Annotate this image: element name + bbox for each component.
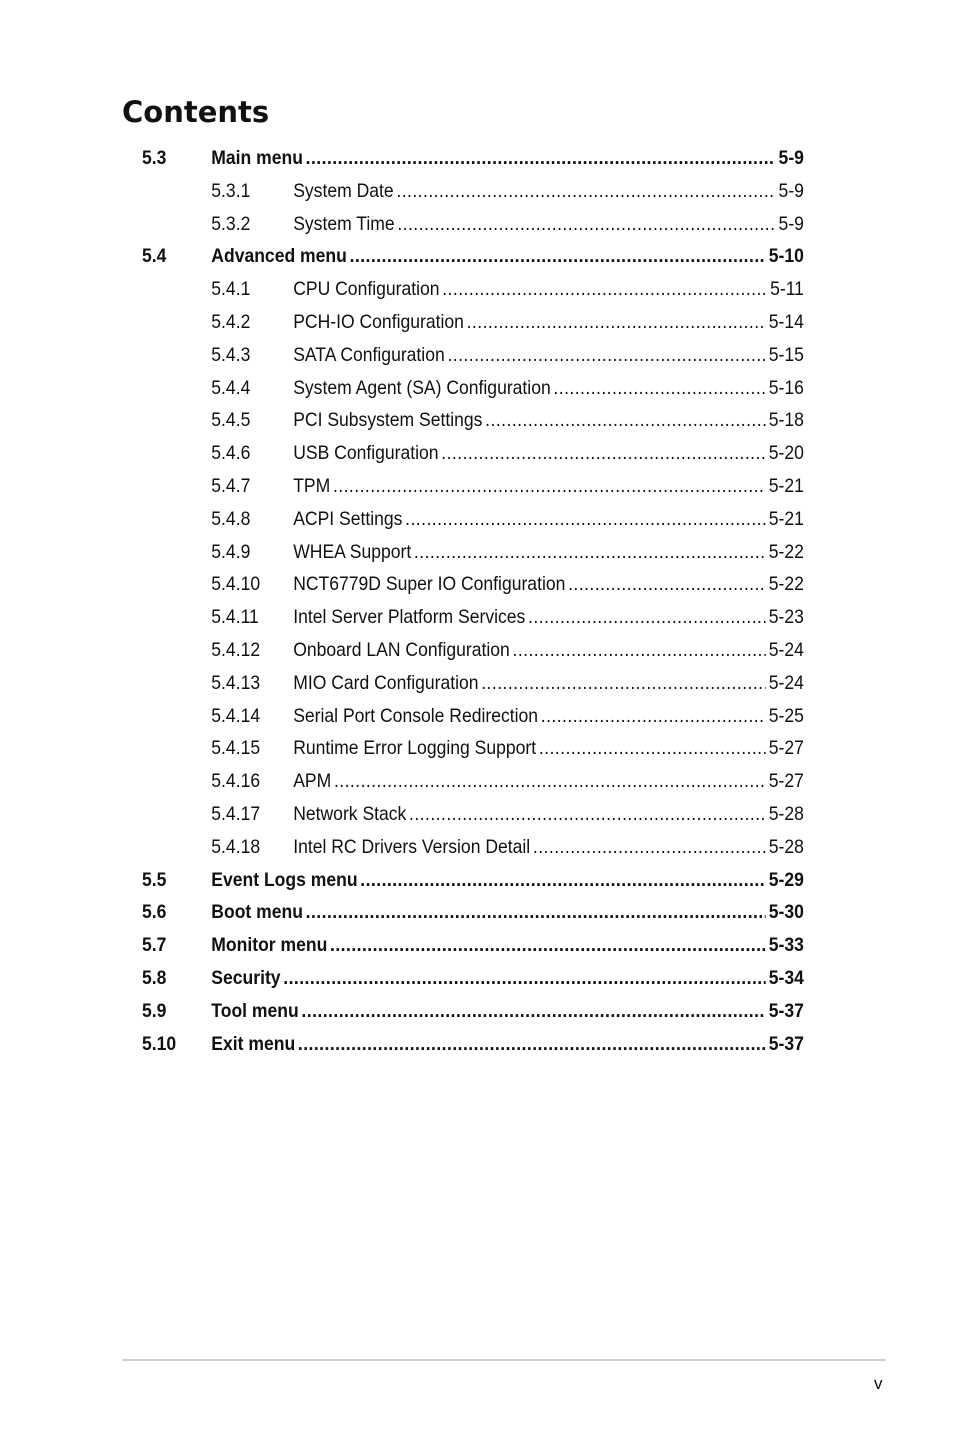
toc-entry-number: 5.4.1 <box>211 278 251 301</box>
toc-entry-number: 5.4.9 <box>211 540 251 563</box>
toc-entry[interactable] <box>142 372 804 405</box>
toc-entry-title: Event Logs menu <box>211 868 358 891</box>
toc-entry-page: 5-28 <box>768 802 804 825</box>
toc-entry-title: Monitor menu <box>211 934 328 957</box>
dot-leader <box>442 273 767 306</box>
dot-leader <box>350 240 767 273</box>
toc-entry-page: 5-9 <box>778 147 804 169</box>
toc-entry-page: 5-33 <box>768 934 804 957</box>
toc-entry[interactable] <box>142 864 804 897</box>
toc-entry-number: 5.4.18 <box>211 835 261 858</box>
toc-entry[interactable] <box>142 404 804 437</box>
toc-entry-page: 5-27 <box>768 770 804 793</box>
toc-entry-number: 5.4 <box>142 245 167 268</box>
table-of-contents <box>142 142 804 1060</box>
toc-entry-number: 5.4.13 <box>211 671 261 694</box>
toc-entry-title: APM <box>293 770 332 793</box>
toc-entry-page: 5-30 <box>768 901 804 924</box>
dot-leader <box>541 700 766 733</box>
toc-entry-number: 5.4.8 <box>211 507 251 530</box>
toc-entry-number: 5.4.17 <box>211 802 261 825</box>
toc-entry[interactable] <box>142 306 804 339</box>
toc-entry-title: ACPI Settings <box>293 507 403 530</box>
dot-leader <box>306 142 776 175</box>
toc-entry-page: 5-34 <box>768 966 804 989</box>
toc-entry-title: Runtime Error Logging Support <box>293 737 537 760</box>
toc-entry[interactable] <box>142 732 804 765</box>
dot-leader <box>330 929 766 962</box>
toc-entry-page: 5-15 <box>768 343 804 366</box>
toc-entry[interactable] <box>142 667 804 700</box>
toc-entry-title: Boot menu <box>211 901 303 924</box>
toc-entry-title: NCT6779D Super IO Configuration <box>293 573 566 596</box>
toc-entry-page: 5-21 <box>768 507 804 530</box>
toc-entry-number: 5.4.10 <box>211 573 261 596</box>
toc-entry-page: 5-10 <box>768 245 804 268</box>
toc-entry-page: 5-25 <box>768 704 804 727</box>
dot-leader <box>568 568 766 601</box>
toc-entry-page: 5-28 <box>768 835 804 858</box>
toc-entry-number: 5.4.2 <box>211 310 251 333</box>
dot-leader <box>409 798 766 831</box>
toc-entry[interactable] <box>142 634 804 667</box>
dot-leader <box>334 765 766 798</box>
dot-leader <box>283 962 766 995</box>
toc-entry-page: 5-21 <box>768 474 804 497</box>
toc-entry-page: 5-24 <box>768 671 804 694</box>
toc-entry-title: Serial Port Console Redirection <box>293 704 539 727</box>
toc-entry[interactable] <box>142 798 804 831</box>
toc-entry[interactable] <box>142 437 804 470</box>
toc-entry-title: Intel RC Drivers Version Detail <box>293 835 531 858</box>
toc-entry[interactable] <box>142 470 804 503</box>
toc-entry-page: 5-22 <box>768 540 804 563</box>
toc-entry-number: 5.3.2 <box>211 212 251 235</box>
toc-entry-title: WHEA Support <box>293 540 412 563</box>
toc-entry[interactable] <box>142 962 804 995</box>
toc-entry-page: 5-37 <box>768 1032 804 1055</box>
toc-entry-number: 5.4.7 <box>211 474 251 497</box>
toc-entry[interactable] <box>142 831 804 864</box>
dot-leader <box>333 470 766 503</box>
toc-entry-page: 5-22 <box>768 573 804 596</box>
toc-entry-number: 5.4.3 <box>211 343 251 366</box>
toc-entry-page: 5-24 <box>768 638 804 661</box>
toc-entry-page: 5-9 <box>778 179 804 202</box>
toc-entry[interactable] <box>142 273 804 306</box>
toc-entry-title: Intel Server Platform Services <box>293 606 526 629</box>
toc-entry-title: System Date <box>293 179 394 202</box>
toc-entry-number: 5.3 <box>142 147 167 169</box>
toc-entry[interactable] <box>142 339 804 372</box>
toc-entry-page: 5-37 <box>768 999 804 1022</box>
toc-entry-title: Tool menu <box>211 999 299 1022</box>
toc-entry-title: System Time <box>293 212 395 235</box>
toc-entry[interactable] <box>142 142 804 175</box>
toc-entry-number: 5.7 <box>142 934 167 957</box>
toc-entry[interactable] <box>142 536 804 569</box>
dot-leader <box>397 208 776 241</box>
page-number: v <box>874 1374 883 1393</box>
toc-entry-number: 5.3.1 <box>211 179 251 202</box>
toc-entry-title: TPM <box>293 474 331 497</box>
toc-entry-number: 5.6 <box>142 901 167 924</box>
toc-entry-page: 5-16 <box>768 376 804 399</box>
toc-entry-title: System Agent (SA) Configuration <box>293 376 551 399</box>
dot-leader <box>512 634 766 667</box>
toc-entry[interactable] <box>142 175 804 208</box>
toc-entry-number: 5.10 <box>142 1032 177 1055</box>
dot-leader <box>298 1028 766 1061</box>
dot-leader <box>467 306 766 339</box>
toc-entry-title: USB Configuration <box>293 442 439 465</box>
dot-leader <box>301 995 766 1028</box>
page-title: Contents <box>122 95 270 129</box>
footer-divider <box>122 1359 886 1361</box>
dot-leader <box>360 864 766 897</box>
toc-entry-page: 5-27 <box>768 737 804 760</box>
toc-entry-title: PCI Subsystem Settings <box>293 409 483 432</box>
toc-entry-number: 5.4.11 <box>211 606 259 629</box>
toc-entry-title: SATA Configuration <box>293 343 445 366</box>
dot-leader <box>553 372 766 405</box>
dot-leader <box>405 503 766 536</box>
toc-entry-page: 5-20 <box>768 442 804 465</box>
toc-entry-page: 5-18 <box>768 409 804 432</box>
toc-entry-title: MIO Card Configuration <box>293 671 479 694</box>
toc-entry-title: Main menu <box>211 147 303 169</box>
toc-entry-title: PCH-IO Configuration <box>293 310 464 333</box>
dot-leader <box>533 831 766 864</box>
dot-leader <box>528 601 766 634</box>
toc-entry[interactable] <box>142 1028 804 1061</box>
toc-entry[interactable] <box>142 700 804 733</box>
dot-leader <box>481 667 766 700</box>
toc-entry-number: 5.4.6 <box>211 442 251 465</box>
toc-entry-page: 5-29 <box>768 868 804 891</box>
toc-entry-number: 5.9 <box>142 999 167 1022</box>
toc-entry-title: Onboard LAN Configuration <box>293 638 510 661</box>
toc-entry[interactable] <box>142 601 804 634</box>
toc-entry-title: CPU Configuration <box>293 278 440 301</box>
toc-entry-title: Exit menu <box>211 1032 296 1055</box>
dot-leader <box>485 404 766 437</box>
dot-leader <box>539 732 766 765</box>
toc-entry-title: Network Stack <box>293 802 407 825</box>
dot-leader <box>441 437 766 470</box>
toc-entry-number: 5.5 <box>142 868 167 891</box>
toc-entry-number: 5.4.14 <box>211 704 261 727</box>
toc-entry-number: 5.8 <box>142 966 167 989</box>
toc-entry[interactable] <box>142 208 804 241</box>
toc-entry[interactable] <box>142 896 804 929</box>
toc-entry[interactable] <box>142 929 804 962</box>
toc-entry[interactable] <box>142 995 804 1028</box>
dot-leader <box>306 896 766 929</box>
toc-entry-number: 5.4.15 <box>211 737 261 760</box>
toc-entry[interactable] <box>142 765 804 798</box>
toc-entry[interactable] <box>142 568 804 601</box>
toc-entry-number: 5.4.12 <box>211 638 261 661</box>
dot-leader <box>447 339 766 372</box>
toc-entry-title: Security <box>211 966 281 989</box>
toc-entry-number: 5.4.5 <box>211 409 251 432</box>
toc-entry[interactable] <box>142 240 804 273</box>
toc-entry-page: 5-9 <box>778 212 804 235</box>
toc-entry-number: 5.4.16 <box>211 770 261 793</box>
toc-entry-page: 5-23 <box>768 606 804 629</box>
toc-entry-page: 5-11 <box>770 278 804 301</box>
toc-entry-number: 5.4.4 <box>211 376 251 399</box>
toc-entry-title: Advanced menu <box>211 245 347 268</box>
dot-leader <box>396 175 775 208</box>
toc-entry-page: 5-14 <box>768 310 804 333</box>
dot-leader <box>414 536 766 569</box>
toc-entry[interactable] <box>142 503 804 536</box>
